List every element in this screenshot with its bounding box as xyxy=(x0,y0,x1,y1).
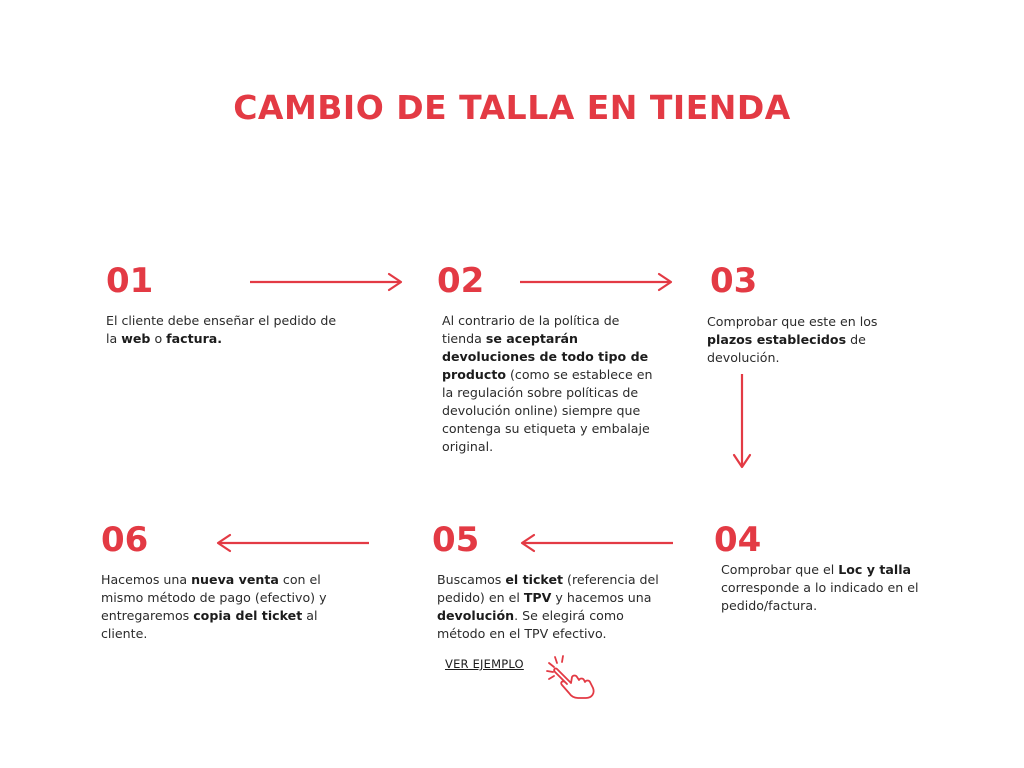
arrow-02-to-03 xyxy=(520,272,675,292)
step-number-04: 04 xyxy=(714,520,762,560)
step-text-run: Buscamos xyxy=(437,572,506,587)
step-text-run: Hacemos una xyxy=(101,572,192,587)
step-text-bold: web xyxy=(121,331,151,346)
step-text-bold: plazos establecidos xyxy=(707,332,847,347)
step-text-06 xyxy=(101,571,351,643)
step-text-02 xyxy=(442,312,657,456)
ver-ejemplo-link[interactable]: VER EJEMPLO xyxy=(445,657,524,671)
step-text-run: (referencia del pedido) en el xyxy=(437,572,659,605)
step-number-01: 01 xyxy=(106,261,154,301)
step-text-run: El cliente debe enseñar el pedido de la xyxy=(106,313,337,346)
step-text-bold: copia del ticket xyxy=(193,608,303,623)
step-text-bold: nueva venta xyxy=(191,572,279,587)
step-number-06: 06 xyxy=(101,520,149,560)
step-text-run: . Se elegirá como método en el TPV efectivo. xyxy=(437,608,624,641)
step-text-bold: Loc y talla xyxy=(838,562,912,577)
step-text-run: Al contrario de la política de tienda xyxy=(442,313,620,346)
step-text-bold: factura. xyxy=(166,331,223,346)
step-text-bold: se aceptarán devoluciones de todo tipo de producto xyxy=(442,331,649,382)
step-text-bold: el ticket xyxy=(505,572,564,587)
step-text-run: Comprobar que el xyxy=(721,562,839,577)
step-text-bold: TPV xyxy=(523,590,552,605)
step-number-05: 05 xyxy=(432,520,480,560)
arrow-03-to-04 xyxy=(732,374,752,470)
page-title: CAMBIO DE TALLA EN TIENDA xyxy=(233,88,791,127)
step-text-run: corresponde a lo indicado en el pedido/factura. xyxy=(721,580,919,613)
step-text-run: y hacemos una xyxy=(551,590,652,605)
step-text-03 xyxy=(707,313,907,367)
step-text-run: (como se establece en la regulación sobre políticas de devolución online) siempre que contenga su etiqueta y embalaje original. xyxy=(442,367,653,454)
step-text-01 xyxy=(106,312,341,348)
step-number-03: 03 xyxy=(710,261,758,301)
arrow-04-to-05 xyxy=(520,533,675,553)
arrow-05-to-06 xyxy=(216,533,371,553)
step-text-05 xyxy=(437,571,665,643)
step-text-run: al cliente. xyxy=(101,608,318,641)
step-text-run: con el mismo método de pago (efectivo) y entregaremos xyxy=(101,572,327,623)
step-text-run: o xyxy=(150,331,167,346)
step-text-bold: devolución xyxy=(437,608,515,623)
step-text-04 xyxy=(721,561,926,615)
arrow-01-to-02 xyxy=(250,272,405,292)
pointing-hand-click-icon[interactable] xyxy=(545,655,597,699)
step-text-run: de devolución. xyxy=(707,332,866,365)
step-number-02: 02 xyxy=(437,261,485,301)
step-text-run: Comprobar que este en los xyxy=(707,314,878,329)
